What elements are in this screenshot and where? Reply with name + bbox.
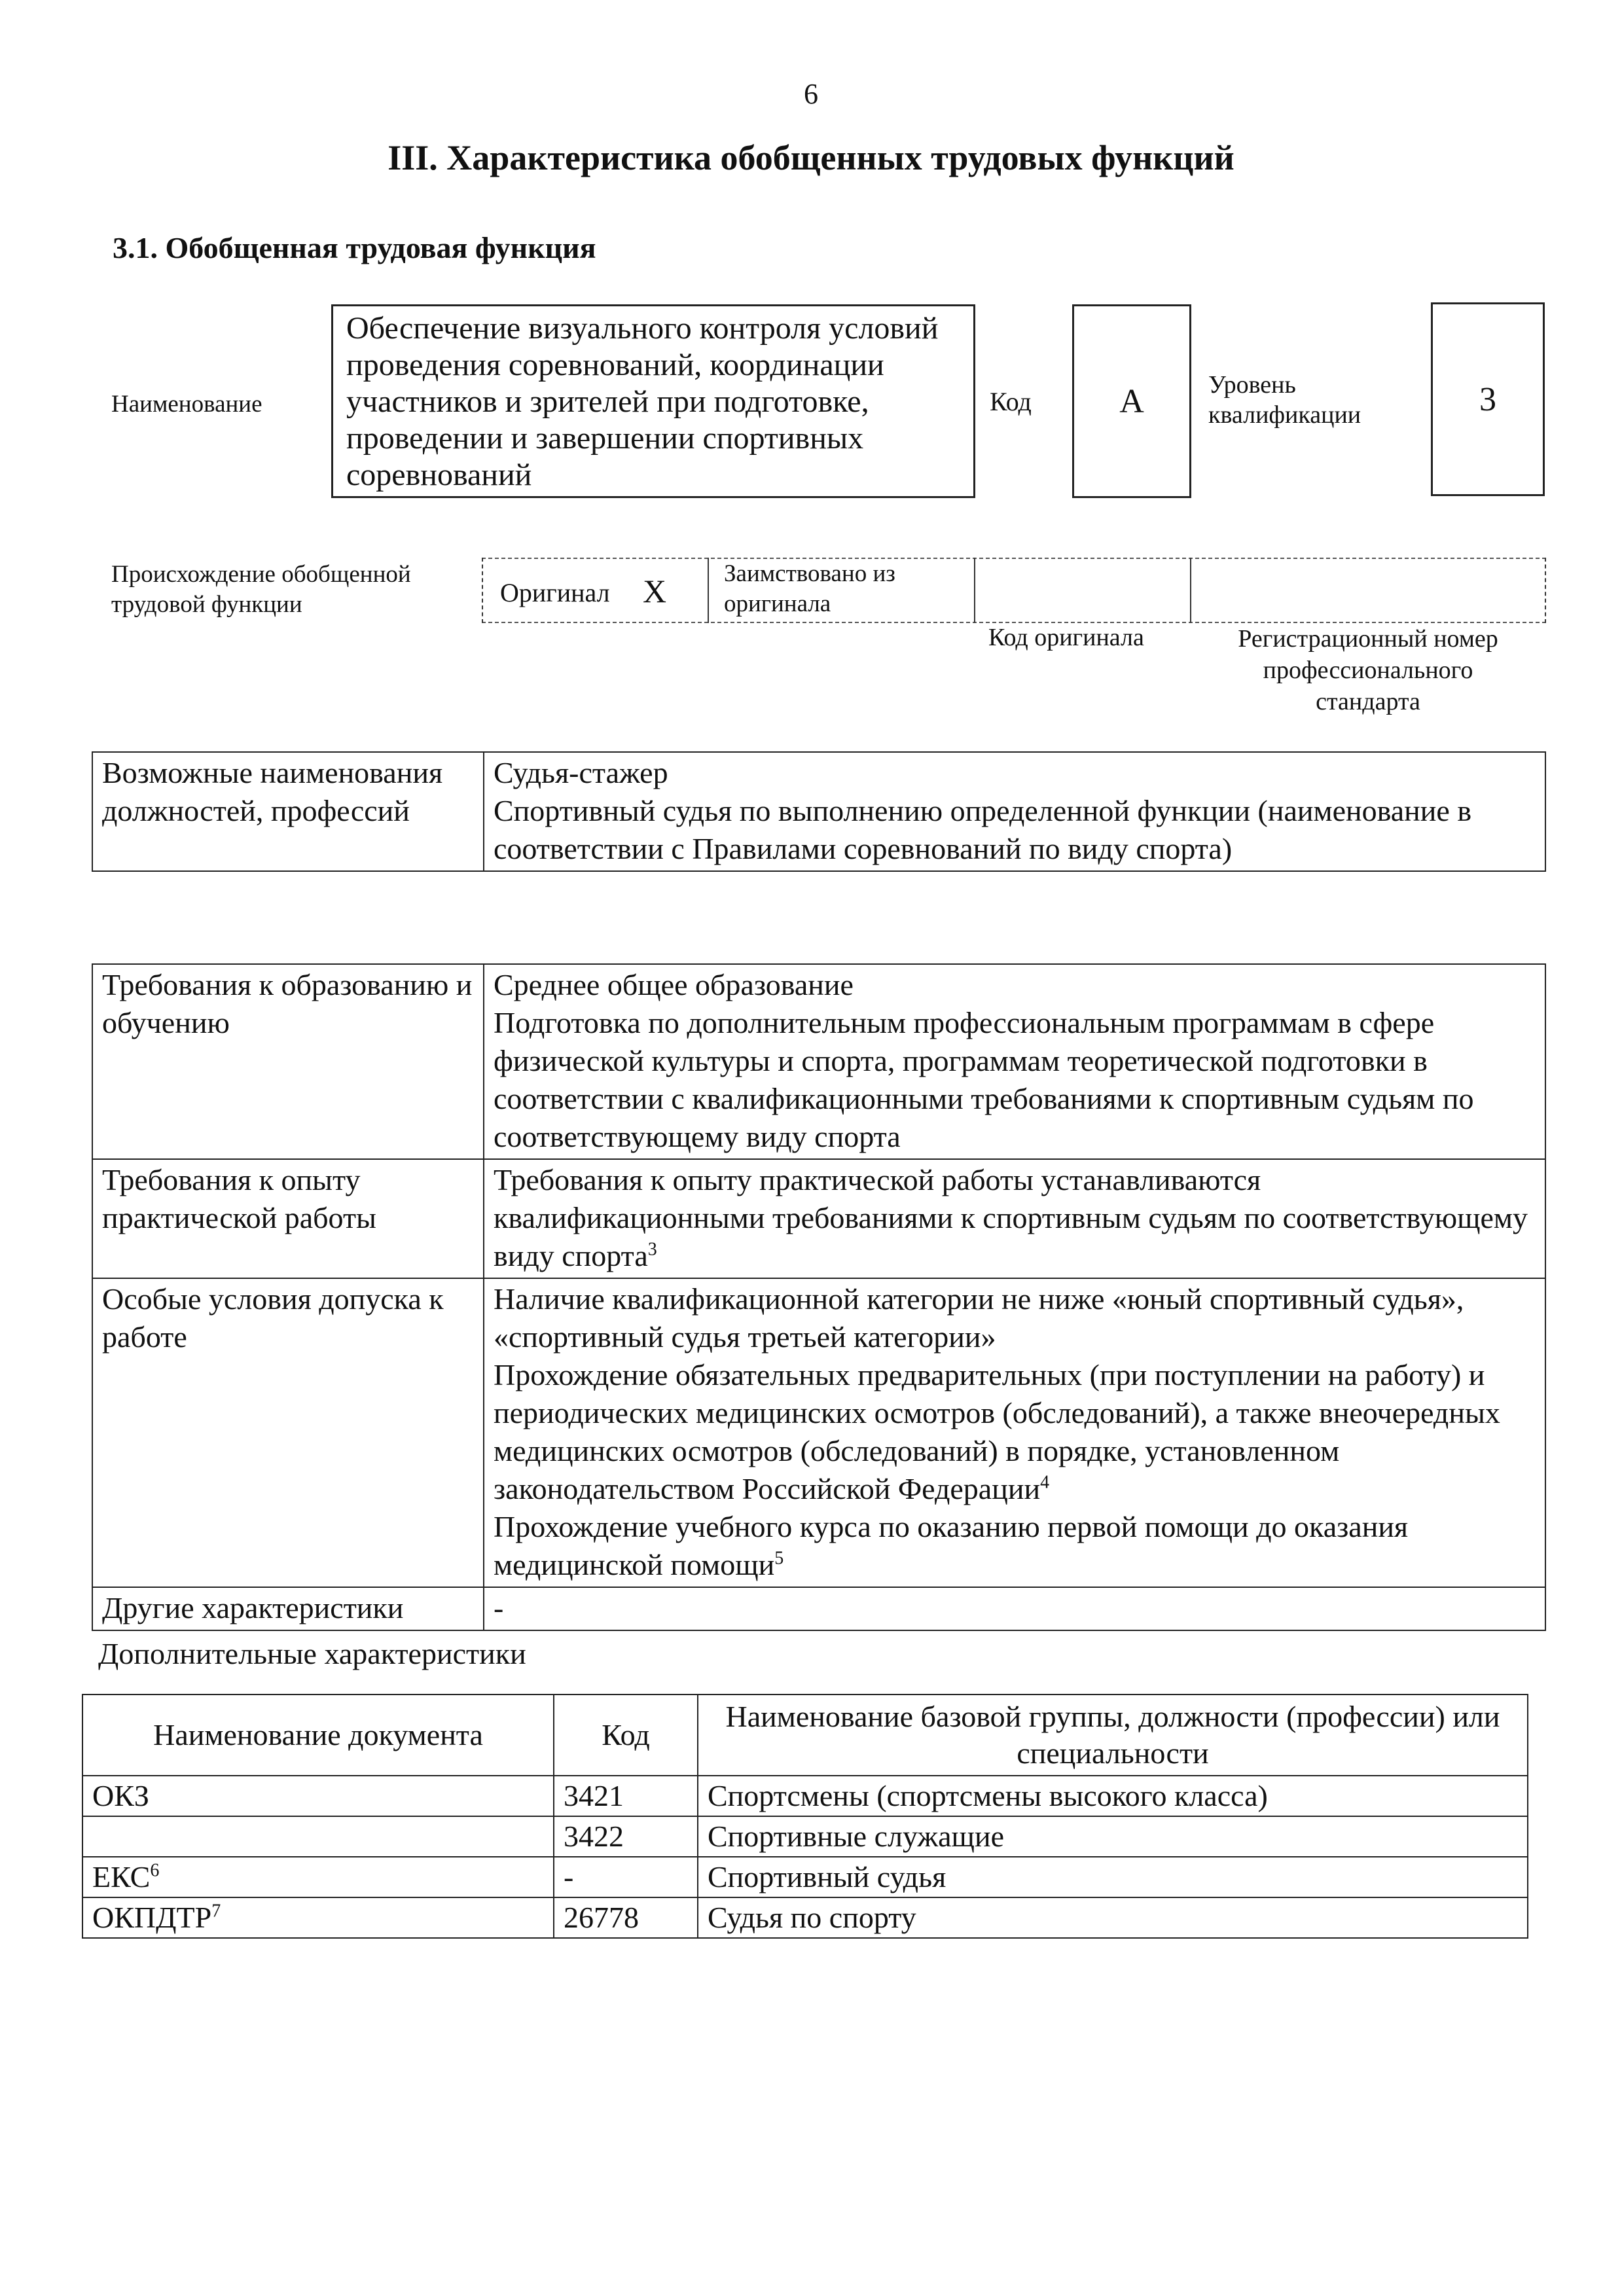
requirement-paragraph: Наличие квалификационной категории не ниже «юный спортивный судья», «спортивный судья третьей категории» (494, 1282, 1464, 1354)
doc-cell (82, 1816, 554, 1857)
section-title: III. Характеристика обобщенных трудовых функций (387, 138, 1235, 177)
doc-cell (82, 1897, 554, 1938)
code-cell: 3422 (554, 1816, 698, 1857)
positions-label: Возможные наименования должностей, профессий (92, 752, 484, 871)
subsection-title: 3.1. Обобщенная трудовая функция (113, 231, 596, 264)
reg-number-caption: Регистрационный номер профессионального стандарта (1238, 625, 1498, 715)
footnote-ref: 6 (150, 1860, 160, 1881)
position-line: Судья-стажер (494, 756, 668, 789)
table-row (92, 964, 1545, 1159)
code-cell: 3421 (554, 1776, 698, 1816)
requirement-value (484, 964, 1545, 1159)
level-value: 3 (1479, 380, 1496, 418)
table-row (92, 1159, 1545, 1278)
column-header: Наименование документа (82, 1695, 554, 1776)
requirement-paragraph: Подготовка по дополнительным профессиональным программам в сфере физической культуры и спорта, программам теоретической подготовки в соответствии с квалификационными требованиями к спортивным судьям по соответствующему виду спорта (494, 1006, 1474, 1153)
origin-divider (1545, 558, 1546, 623)
requirement-label: Другие характеристики (92, 1587, 484, 1630)
origin-divider (1190, 558, 1191, 623)
requirement-paragraph (494, 1161, 1536, 1275)
function-name-box: Обеспечение визуального контроля условий проведения соревнований, координации участников и зрителей при подготовке, проведении и завершении спортивных соревнований (331, 304, 975, 498)
positions-table (92, 751, 1546, 872)
table-row (82, 1776, 1528, 1816)
code-original-caption: Код оригинала (988, 624, 1144, 651)
table-row (92, 1278, 1545, 1587)
additional-table (82, 1694, 1528, 1939)
code-cell: 26778 (554, 1897, 698, 1938)
requirement-label: Требования к образованию и обучению (92, 964, 484, 1159)
doc-name: ЕКС (92, 1860, 151, 1893)
page-number: 6 (804, 78, 818, 110)
code-value: A (1119, 382, 1144, 420)
original-mark: X (643, 573, 667, 609)
requirement-paragraph (494, 1508, 1536, 1584)
group-name-cell: Спортивный судья (698, 1857, 1528, 1897)
table-row (82, 1897, 1528, 1938)
requirements-table (92, 963, 1546, 1631)
level-label: Уровень квалификации (1208, 371, 1361, 429)
positions-value (484, 752, 1545, 871)
original-label: Оригинал (500, 578, 610, 607)
doc-name: ОКЗ (92, 1779, 149, 1812)
origin-top-dash (482, 558, 1546, 559)
level-value-box (1431, 302, 1545, 496)
requirement-paragraph: Среднее общее образование (494, 968, 854, 1001)
group-name-cell: Спортсмены (спортсмены высокого класса) (698, 1776, 1528, 1816)
requirement-value: - (484, 1587, 1545, 1630)
footnote-ref: 4 (1040, 1472, 1050, 1493)
origin-divider (708, 558, 709, 623)
additional-title: Дополнительные характеристики (98, 1637, 526, 1670)
name-label: Наименование (111, 391, 262, 418)
doc-cell (82, 1857, 554, 1897)
borrowed-label: Заимствовано из оригинала (724, 560, 895, 617)
requirement-label: Особые условия допуска к работе (92, 1278, 484, 1587)
origin-divider (482, 558, 483, 623)
table-row (92, 1587, 1545, 1630)
requirement-text: Прохождение обязательных предварительных (при поступлении на работу) и периодических медицинских осмотров (обследований), а также внеочередных медицинских осмотров (обследований) в порядке, установленном законодательством Российской Федерации (494, 1358, 1500, 1505)
table-header-row (82, 1695, 1528, 1776)
code-value-box (1072, 304, 1191, 498)
code-label: Код (990, 387, 1032, 416)
origin-label: Происхождение обобщенной трудовой функции (111, 561, 411, 618)
table-row (82, 1816, 1528, 1857)
column-header: Код (554, 1695, 698, 1776)
requirement-text: Требования к опыту практической работы устанавливаются квалификационными требованиями к спортивным судьям по соответствующему виду спорта (494, 1163, 1528, 1272)
doc-name: ОКПДТР (92, 1901, 212, 1934)
group-name-cell: Судья по спорту (698, 1897, 1528, 1938)
origin-row (482, 558, 1546, 623)
footnote-ref: 5 (774, 1548, 784, 1569)
table-row (82, 1857, 1528, 1897)
code-cell: - (554, 1857, 698, 1897)
group-name-cell: Спортивные служащие (698, 1816, 1528, 1857)
footnote-ref: 7 (211, 1901, 221, 1922)
requirement-value (484, 1278, 1545, 1587)
origin-divider (974, 558, 975, 623)
position-line: Спортивный судья по выполнению определенной функции (наименование в соответствии с Правилами соревнований по виду спорта) (494, 794, 1472, 865)
column-header: Наименование базовой группы, должности (профессии) или специальности (698, 1695, 1528, 1776)
doc-cell (82, 1776, 554, 1816)
requirement-value (484, 1159, 1545, 1278)
requirement-text: Прохождение учебного курса по оказанию первой помощи до оказания медицинской помощи (494, 1510, 1409, 1581)
table-row (92, 752, 1545, 871)
requirement-label: Требования к опыту практической работы (92, 1159, 484, 1278)
footnote-ref: 3 (647, 1239, 657, 1260)
requirement-paragraph (494, 1356, 1536, 1508)
